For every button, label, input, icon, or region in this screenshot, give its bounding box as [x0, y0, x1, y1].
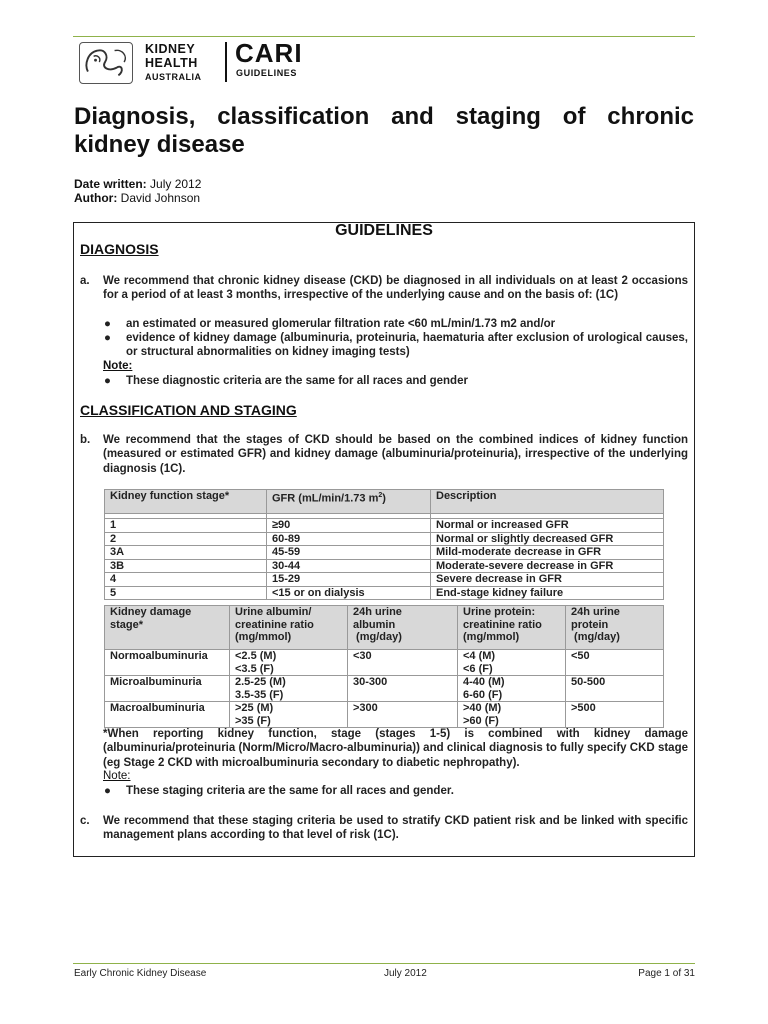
footer-rule — [73, 963, 695, 964]
kidney-damage-table — [104, 605, 664, 728]
table-row: 4 15-29 Severe decrease in GFR — [105, 573, 664, 587]
author: Author: David Johnson — [74, 191, 201, 205]
table-row: Macroalbuminuria >25 (M) >35 (F) >300 >40 (M) >60 (F) >500 — [105, 702, 664, 728]
table-header: Kidney damage stage* — [105, 606, 230, 650]
footer-date: July 2012 — [384, 968, 427, 979]
table-header: GFR (mL/min/1.73 $m^2$) — [267, 490, 431, 514]
table-row: 3B 30-44 Moderate-severe decrease in GFR — [105, 559, 664, 573]
staging-footnote: *When reporting kidney function, stage (stages 1-5) is combined with kidney damage (albuminuria/proteinuria (Norm/Micro/Macro-albuminuria)) and clinical diagnosis to fully specify CKD stage (eg Stage 2 CKD with microalbuminuria secondary to diabetic nephropathy). — [103, 728, 688, 769]
table-row: 1 ≥90 Normal or increased GFR — [105, 519, 664, 533]
bullet-item: ● an estimated or measured glomerular filtration rate <60 mL/min/1.73 m2 and/or — [104, 318, 556, 330]
classification-heading: CLASSIFICATION AND STAGING — [80, 402, 297, 418]
logo-wordmark: KIDNEY HEALTH AUSTRALIA — [145, 42, 202, 82]
table-row: 2 60-89 Normal or slightly decreased GFR — [105, 532, 664, 546]
diagnosis-heading: DIAGNOSIS — [80, 241, 159, 257]
table-header: Urine protein: creatinine ratio (mg/mmol) — [458, 606, 566, 650]
table-row: Normoalbuminuria <2.5 (M) <3.5 (F) <30 <4 (M) <6 (F) <50 — [105, 650, 664, 676]
table-row: 5 <15 or on dialysis End-stage kidney failure — [105, 586, 664, 600]
kidney-function-table — [104, 489, 664, 600]
logo-divider — [225, 42, 227, 82]
table-header: 24h urine protein (mg/day) — [566, 606, 664, 650]
bullet-item: ● These staging criteria are the same for all races and gender. — [104, 785, 454, 797]
bullet-item: ● evidence of kidney damage (albuminuria, proteinuria, haematuria after exclusion of urological causes, or structural abnormalities on kidney imaging tests) — [104, 332, 688, 359]
table-header: 24h urine albumin (mg/day) — [348, 606, 458, 650]
table-row: 3A 45-59 Mild-moderate decrease in GFR — [105, 546, 664, 560]
footer-title: Early Chronic Kidney Disease — [74, 968, 207, 979]
date-written: Date written: July 2012 — [74, 177, 202, 191]
header-rule — [73, 36, 695, 37]
cari-brand: CARI — [235, 38, 303, 68]
table-header: Urine albumin/ creatinine ratio (mg/mmol) — [230, 606, 348, 650]
cari-subtitle: GUIDELINES — [236, 68, 298, 78]
bullet-item: ● These diagnostic criteria are the same for all races and gender — [104, 375, 468, 387]
page-number: Page 1 of 31 — [638, 968, 695, 979]
table-row: Microalbuminuria 2.5-25 (M) 3.5-35 (F) 30-300 4-40 (M) 6-60 (F) 50-500 — [105, 676, 664, 702]
guidelines-heading: GUIDELINES — [335, 222, 433, 239]
note-label: Note: — [103, 360, 133, 372]
kidney-health-logo-icon — [79, 42, 133, 84]
recommendation-c: c. We recommend that these staging criteria be used to stratify CKD patient risk and be linked with specific management plans according to that level of risk (1C). — [80, 815, 688, 842]
page-title: Diagnosis, classification and staging of chronic kidney disease — [74, 103, 694, 158]
note-label: Note: — [103, 770, 131, 782]
table-header: Description — [431, 490, 664, 514]
recommendation-a: a. We recommend that chronic kidney disease (CKD) be diagnosed in all individuals on at least 2 occasions for a period of at least 3 months, irrespective of the underlying cause and on the basis of: (1C) — [80, 275, 688, 302]
table-header: Kidney function stage* — [105, 490, 267, 514]
recommendation-b: b. We recommend that the stages of CKD should be based on the combined indices of kidney function (measured or estimated GFR) and kidney damage (albuminuria/proteinuria), irrespective of the underlying diagnosis (1C). — [80, 434, 688, 475]
